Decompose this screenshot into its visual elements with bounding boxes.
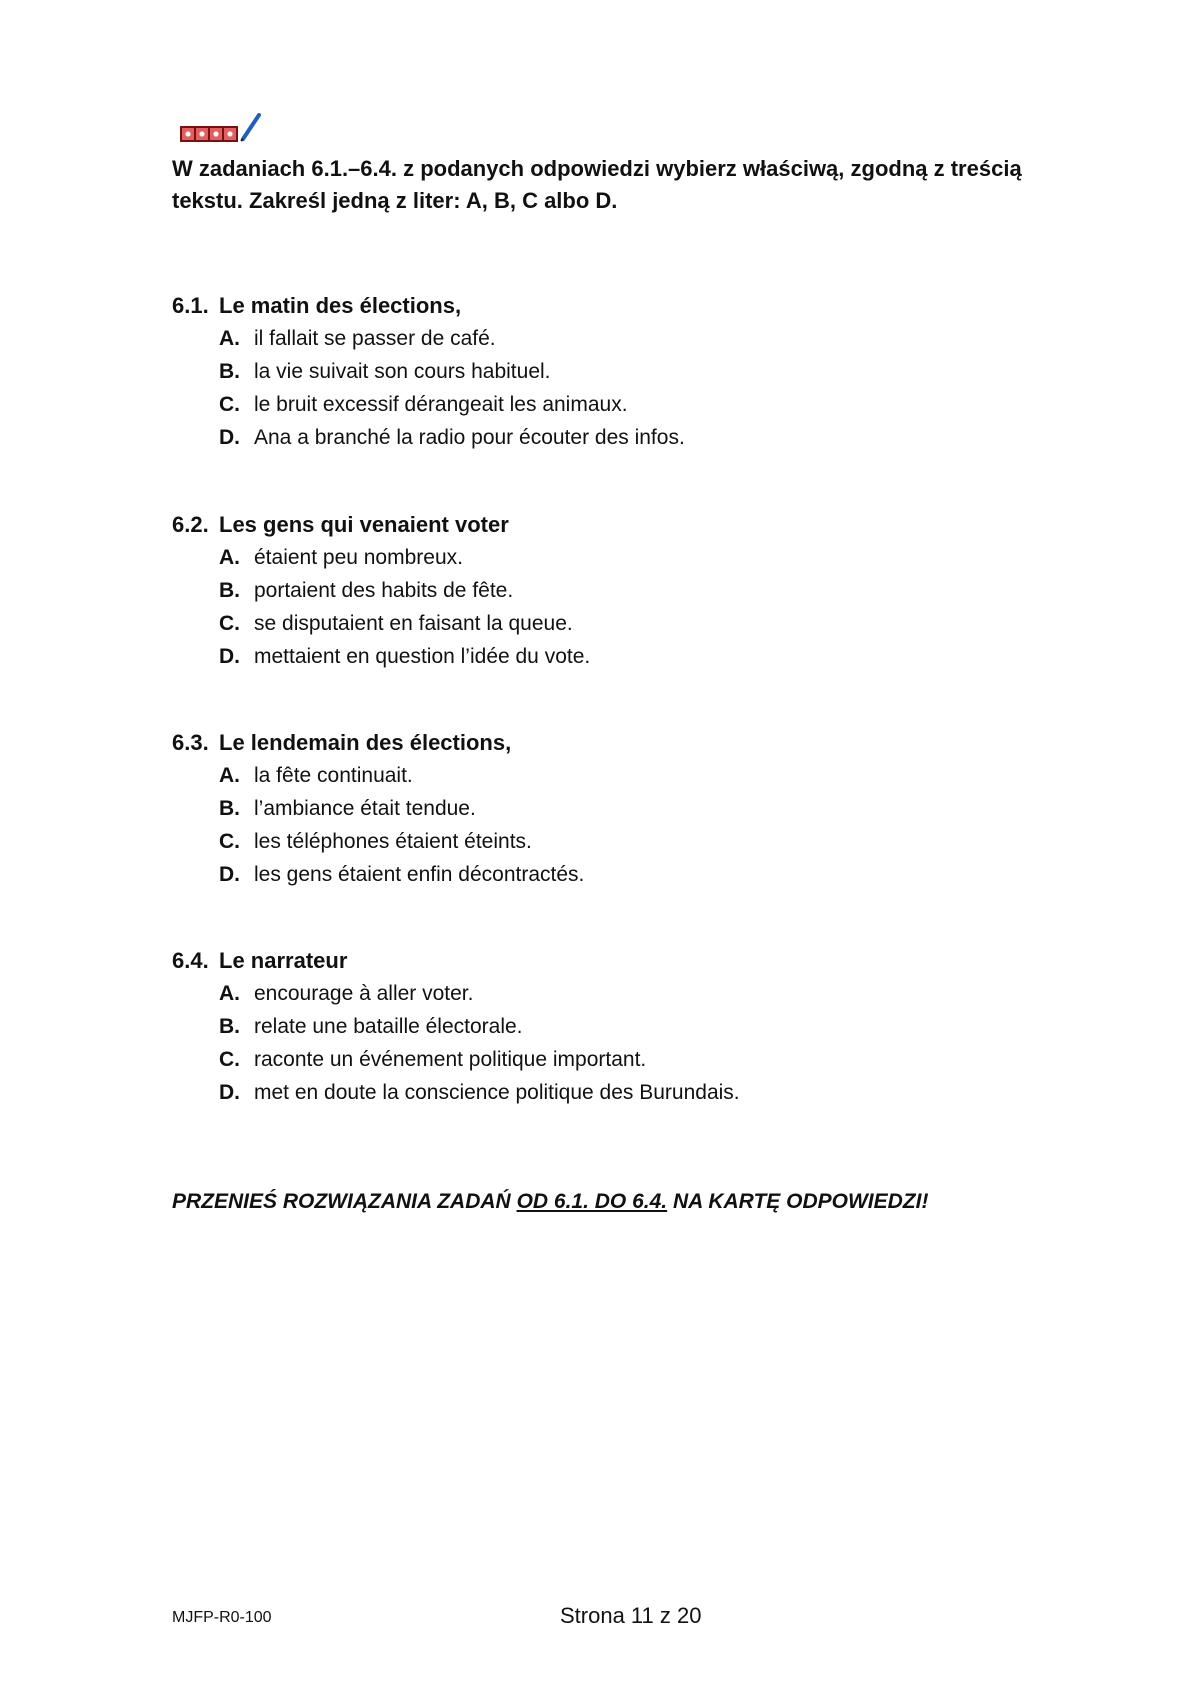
- question-stem: Le lendemain des élections,: [219, 730, 512, 755]
- option-letter: B.: [219, 1015, 240, 1038]
- option-a[interactable]: [172, 977, 1072, 1010]
- option-c[interactable]: [172, 825, 1072, 858]
- option-letter: C.: [219, 393, 240, 416]
- option-c[interactable]: [172, 1043, 1072, 1076]
- question-6-3: [172, 726, 1072, 891]
- question-number: 6.1.: [172, 293, 209, 318]
- question-header: [172, 944, 1072, 977]
- option-text: se disputaient en faisant la queue.: [254, 612, 573, 635]
- option-b[interactable]: [172, 355, 1072, 388]
- option-letter: A.: [219, 982, 240, 1005]
- option-text: il fallait se passer de café.: [254, 327, 496, 350]
- option-text: mettaient en question l’idée du vote.: [254, 645, 591, 668]
- option-letter: A.: [219, 546, 240, 569]
- score-boxes-icon: [180, 126, 238, 142]
- option-d[interactable]: [172, 421, 1072, 454]
- option-text: les gens étaient enfin décontractés.: [254, 863, 585, 886]
- option-d[interactable]: [172, 858, 1072, 891]
- transfer-range: OD 6.1. DO 6.4.: [516, 1190, 668, 1213]
- option-b[interactable]: [172, 1010, 1072, 1043]
- option-text: le bruit excessif dérangeait les animaux.: [254, 393, 628, 416]
- option-letter: D.: [219, 426, 240, 449]
- option-letter: D.: [219, 863, 240, 886]
- option-a[interactable]: [172, 759, 1072, 792]
- option-c[interactable]: [172, 388, 1072, 421]
- option-letter: A.: [219, 327, 240, 350]
- option-text: Ana a branché la radio pour écouter des infos.: [254, 426, 685, 449]
- option-a[interactable]: [172, 541, 1072, 574]
- option-list: [172, 322, 1072, 454]
- option-d[interactable]: [172, 640, 1072, 673]
- task-marker: [180, 112, 262, 142]
- option-text: relate une bataille électorale.: [254, 1015, 523, 1038]
- option-letter: C.: [219, 830, 240, 853]
- option-letter: D.: [219, 1081, 240, 1104]
- transfer-part-1: PRZENIEŚ ROZWIĄZANIA ZADAŃ: [172, 1190, 511, 1213]
- option-letter: B.: [219, 579, 240, 602]
- instruction-line-2: tekstu. Zakreśl jedną z liter: A, B, C albo D.: [172, 188, 618, 213]
- question-stem: Le narrateur: [219, 948, 348, 973]
- transfer-answers-notice: [172, 1187, 928, 1217]
- instruction-line-1: W zadaniach 6.1.–6.4. z podanych odpowiedzi wybierz właściwą, zgodną z treścią: [172, 156, 1022, 181]
- option-text: la vie suivait son cours habituel.: [254, 360, 551, 383]
- page-number: Strona 11 z 20: [560, 1603, 702, 1628]
- option-text: raconte un événement politique important.: [254, 1048, 647, 1071]
- option-list: [172, 541, 1072, 673]
- option-letter: B.: [219, 360, 240, 383]
- option-list: [172, 977, 1072, 1109]
- option-text: les téléphones étaient éteints.: [254, 830, 532, 853]
- option-c[interactable]: [172, 607, 1072, 640]
- option-letter: C.: [219, 612, 240, 635]
- exam-code: MJFP-R0-100: [172, 1609, 272, 1626]
- question-number: 6.2.: [172, 512, 209, 537]
- option-text: étaient peu nombreux.: [254, 546, 463, 569]
- option-text: met en doute la conscience politique des Burundais.: [254, 1081, 740, 1104]
- option-text: l’ambiance était tendue.: [254, 797, 476, 820]
- option-list: [172, 759, 1072, 891]
- option-letter: C.: [219, 1048, 240, 1071]
- option-letter: B.: [219, 797, 240, 820]
- option-letter: D.: [219, 645, 240, 668]
- question-6-2: [172, 508, 1072, 673]
- option-text: la fête continuait.: [254, 764, 413, 787]
- question-header: [172, 289, 1072, 322]
- option-d[interactable]: [172, 1076, 1072, 1109]
- option-text: portaient des habits de fête.: [254, 579, 514, 602]
- task-instruction: [172, 153, 1072, 217]
- question-stem: Le matin des élections,: [219, 293, 462, 318]
- transfer-part-3: NA KARTĘ ODPOWIEDZI!: [672, 1190, 929, 1213]
- question-6-4: [172, 944, 1072, 1109]
- question-header: [172, 508, 1072, 541]
- question-number: 6.4.: [172, 948, 209, 973]
- pen-icon: [240, 112, 262, 142]
- option-a[interactable]: [172, 322, 1072, 355]
- question-6-1: [172, 289, 1072, 454]
- question-stem: Les gens qui venaient voter: [219, 512, 509, 537]
- question-header: [172, 726, 1072, 759]
- option-letter: A.: [219, 764, 240, 787]
- question-number: 6.3.: [172, 730, 209, 755]
- option-b[interactable]: [172, 792, 1072, 825]
- option-b[interactable]: [172, 574, 1072, 607]
- option-text: encourage à aller voter.: [254, 982, 474, 1005]
